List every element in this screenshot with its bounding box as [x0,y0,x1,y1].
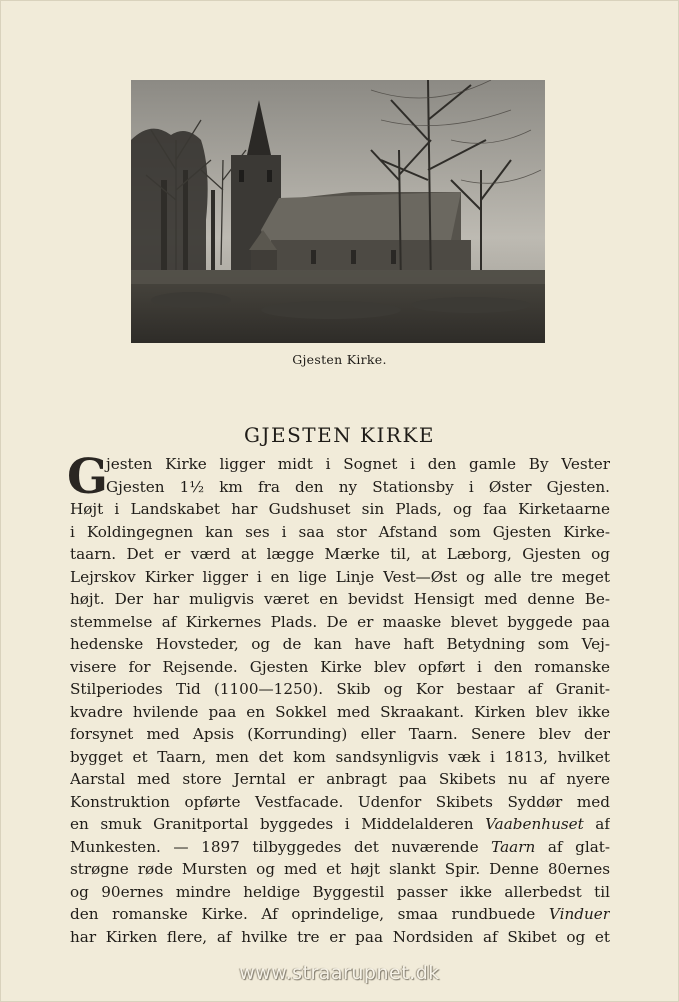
church-photo [131,80,545,343]
text-run: af [583,815,610,833]
page-title: GJESTEN KIRKE [243,423,436,448]
article-body [67,449,610,948]
text-line: Lejrskov Kirker ligger i en lige Linje Vest—Øst og alle tre meget [70,567,610,586]
text-line: i Koldingegnen kan ses i saa stor Afstand som Gjesten Kirke- [70,522,610,541]
text-line [70,903,610,926]
text-line: kvadre hvilende paa en Sokkel med Skraakant. Kirken blev ikke [70,702,610,721]
emphasized-word: Taarn [491,837,536,856]
text-line [70,813,610,836]
text-line: hedenske Hovsteder, og de kan have haft Betydning som Vej- [70,635,610,653]
text-run: af glat- [535,837,610,856]
text-line: forsynet med Apsis (Korrunding) eller Taarn. Senere blev der [70,725,610,743]
emphasized-word: Vaabenhuset [485,815,584,833]
text-line: Højt i Landskabet har Gudshuset sin Plads, og faa Kirketaarne [70,500,610,518]
text-line: Aarstal med store Jerntal er anbragt paa Skibets nu af nyere [70,770,610,788]
text-line: bygget et Taarn, men det kom sandsynligvis væk i 1813, hvilket [70,747,610,766]
emphasized-word: Vinduer [548,905,610,923]
text-run: en smuk Granitportal byggedes i Middelalderen [70,815,486,833]
text-line: jesten Kirke ligger midt i Sognet i den gamle By Vester [106,455,610,473]
text-line: højt. Der har muligvis været en bevidst Hensigt med denne Be- [70,590,610,608]
text-line: Gjesten 1½ km fra den ny Stationsby i Øster Gjesten. [106,477,610,496]
text-line [70,836,610,859]
text-line: og 90ernes mindre heldige Byggestil passer ikke allerbedst til [70,882,610,901]
text-line: Stilperiodes Tid (1100—1250). Skib og Kor bestaar af Granit- [70,680,610,698]
drop-cap: G [67,449,108,505]
text-line: stemmelse af Kirkernes Plads. De er maaske blevet byggede paa [70,612,610,631]
text-line: har Kirken flere, af hvilke tre er paa Nordsiden af Skibet og et [70,927,610,946]
text-line: taarn. Det er værd at lægge Mærke til, at Læborg, Gjesten og [70,545,610,563]
watermark: www.straarupnet.dk [239,962,440,984]
church-photo-image [131,80,545,343]
text-run: den romanske Kirke. Af oprindelige, smaa rundbuede [70,905,549,923]
photo-caption: Gjesten Kirke. [292,352,387,367]
text-line: Konstruktion opførte Vestfacade. Udenfor Skibets Syddør med [70,792,610,811]
text-line: strøgne røde Mursten og med et højt slankt Spir. Denne 80ernes [70,860,610,878]
text-run: Munkesten. — 1897 tilbyggedes det nuværende [70,837,492,856]
text-line: visere for Rejsende. Gjesten Kirke blev opført i den romanske [70,657,610,676]
